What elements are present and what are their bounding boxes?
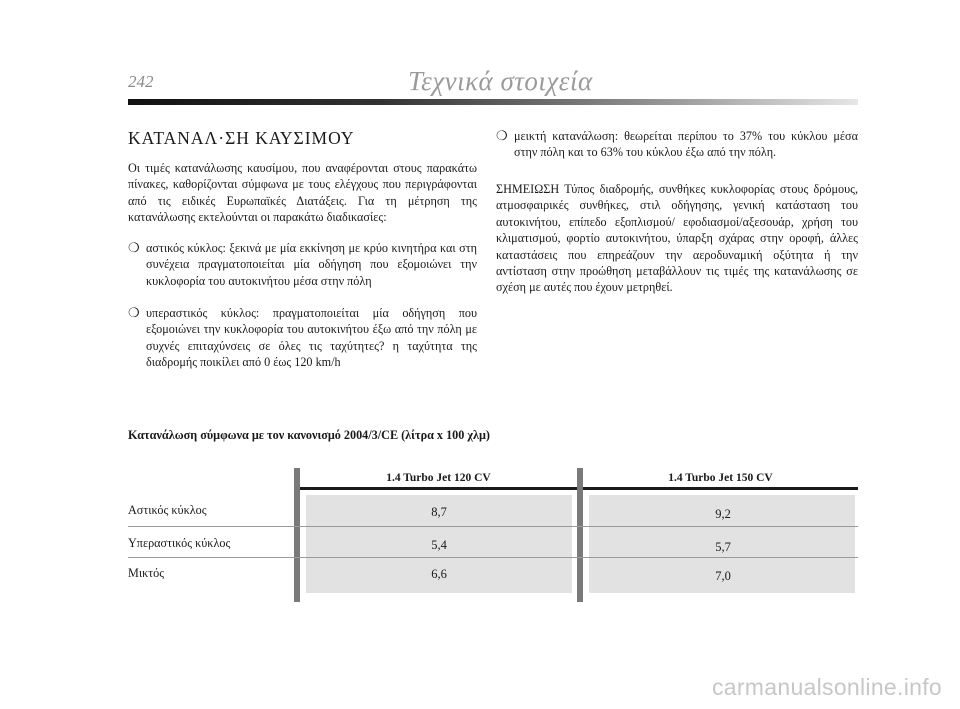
- section-heading: ΚΑΤΑΝΑΛ·ΣΗ ΚΑΥΣΙΜΟΥ: [128, 128, 355, 148]
- header-rule-left: [300, 487, 577, 490]
- page-number: 242: [128, 72, 154, 91]
- cell-value: 9,2: [715, 507, 731, 521]
- cell-value: 7,0: [715, 569, 731, 583]
- bullet-extra-urban-cycle: [128, 305, 477, 371]
- row-label-urban: Αστικός κύκλος: [128, 503, 207, 517]
- intro-paragraph: Οι τιμές κατανάλωσης καυσίμου, που αναφέρονται στους παρακάτω πίνακες, καθορίζονται σύμφωνα με τους ελέγχους που περιγράφονται από τις ειδικές Ευρωπαϊκές Διατάξεις. Για τη μέτρηση της κατανάλωσης εκτελούνται οι παρακάτω διαδικασίες:: [128, 161, 477, 225]
- circle-bullet-icon: ❍: [496, 128, 508, 143]
- row-label-extra-urban: Υπεραστικός κύκλος: [128, 536, 231, 550]
- column-header-120cv: 1.4 Turbo Jet 120 CV: [386, 472, 491, 484]
- bullet-urban-cycle: [128, 240, 477, 289]
- bullet-text: μεικτή κατανάλωση: θεωρείται περίπου το 37% του κύκλου μέσα στην πόλη και το 63% του κύκλου έξω από την πόλη.: [514, 129, 858, 160]
- bullet-combined-consumption: [496, 128, 858, 161]
- column-header-150cv: 1.4 Turbo Jet 150 CV: [668, 472, 773, 484]
- page-title: Τεχνικά στοιχεία: [408, 66, 593, 96]
- circle-bullet-icon: ❍: [128, 240, 140, 255]
- note-paragraph: ΣΗΜΕΙΩΣΗ Τύπος διαδρομής, συνθήκες κυκλοφορίας στους δρόμους, ατμοσφαιρικές συνθήκες, στιλ οδήγησης, γενική κατάσταση του αυτοκινήτου, επίπεδο εξοπλισμού/ εφοδιασμοί/αξεσουάρ, χρήση του κλιματισμού, φορτίο αυτοκινήτου, ύπαρξη σχάρας στην οροφή, άλλες καταστάσεις που επηρεάζουν την αεροδυναμική οξύτητα ή την αντίσταση στην προώθηση μεταβάλλουν τις τιμές της κατανάλωσης σε σχέση με αυτές που έχουν μετρηθεί.: [496, 182, 858, 295]
- row-label-combined: Μικτός: [128, 566, 165, 580]
- cell-value: 8,7: [431, 505, 447, 519]
- bullet-text: αστικός κύκλος: ξεκινά με μία εκκίνηση με κρύο κινητήρα και στη συνέχεια πραγματοποιείται μία οδήγηση που εξομοιώνει την κυκλοφορία του αυτοκινήτου μέσα στην πόλη: [146, 241, 477, 288]
- row-separator: [128, 526, 858, 527]
- cell-value: 5,4: [431, 538, 447, 552]
- cell-value: 6,6: [431, 567, 447, 581]
- watermark: carmanualsonline.info: [711, 674, 942, 700]
- bullet-text: υπεραστικός κύκλος: πραγματοποιείται μία οδήγηση που εξομοιώνει την κυκλοφορία του αυτοκινήτου έξω από την πόλη με συχνές επιταχύνσεις σε όλες τις ταχύτητες? η ταχύτητα της διαδρομής ποικίλει από 0 έως 120 km/h: [146, 306, 477, 370]
- header-rule-right: [583, 487, 858, 490]
- header-rule: [128, 99, 858, 105]
- cell-value: 5,7: [715, 540, 731, 554]
- row-separator: [128, 557, 858, 558]
- circle-bullet-icon: ❍: [128, 305, 140, 320]
- table-caption: Κατανάλωση σύμφωνα με τον κανονισμό 2004/3/CE (λίτρα x 100 χλμ): [128, 428, 490, 442]
